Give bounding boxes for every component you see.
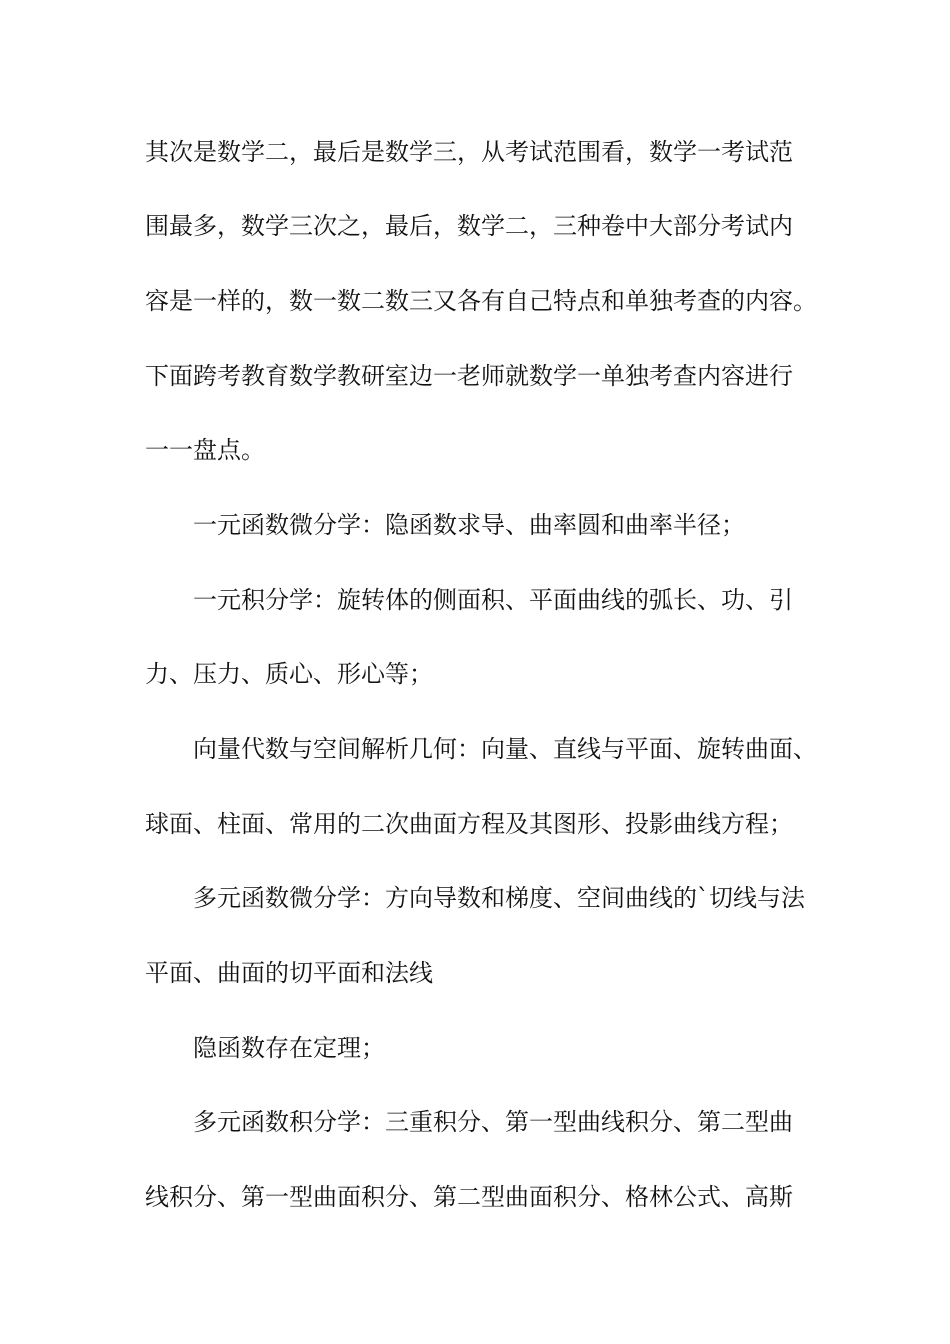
text-line: 下面跨考教育数学教研室边一老师就数学一单独考查内容进行 bbox=[145, 362, 793, 390]
text-line: 容是一样的，数一数二数三又各有自己特点和单独考查的内容。 bbox=[145, 287, 817, 315]
text-line: 线积分、第一型曲面积分、第二型曲面积分、格林公式、高斯 bbox=[145, 1183, 793, 1211]
text-line: 一元积分学：旋转体的侧面积、平面曲线的弧长、功、引 bbox=[193, 586, 793, 614]
text-line: 多元函数微分学：方向导数和梯度、空间曲线的`切线与法 bbox=[193, 884, 805, 912]
text-line: 向量代数与空间解析几何：向量、直线与平面、旋转曲面、 bbox=[193, 735, 817, 763]
text-line: 平面、曲面的切平面和法线 bbox=[145, 959, 433, 987]
text-line: 多元函数积分学：三重积分、第一型曲线积分、第二型曲 bbox=[193, 1108, 793, 1136]
text-line: 一一盘点。 bbox=[145, 436, 265, 464]
text-line: 力、压力、质心、形心等； bbox=[145, 660, 433, 688]
text-line: 一元函数微分学：隐函数求导、曲率圆和曲率半径； bbox=[193, 511, 745, 539]
text-line: 其次是数学二，最后是数学三，从考试范围看，数学一考试范 bbox=[145, 138, 793, 166]
text-line: 球面、柱面、常用的二次曲面方程及其图形、投影曲线方程； bbox=[145, 810, 793, 838]
text-line: 围最多，数学三次之，最后，数学二，三种卷中大部分考试内 bbox=[145, 212, 793, 240]
text-line: 隐函数存在定理； bbox=[193, 1034, 385, 1062]
